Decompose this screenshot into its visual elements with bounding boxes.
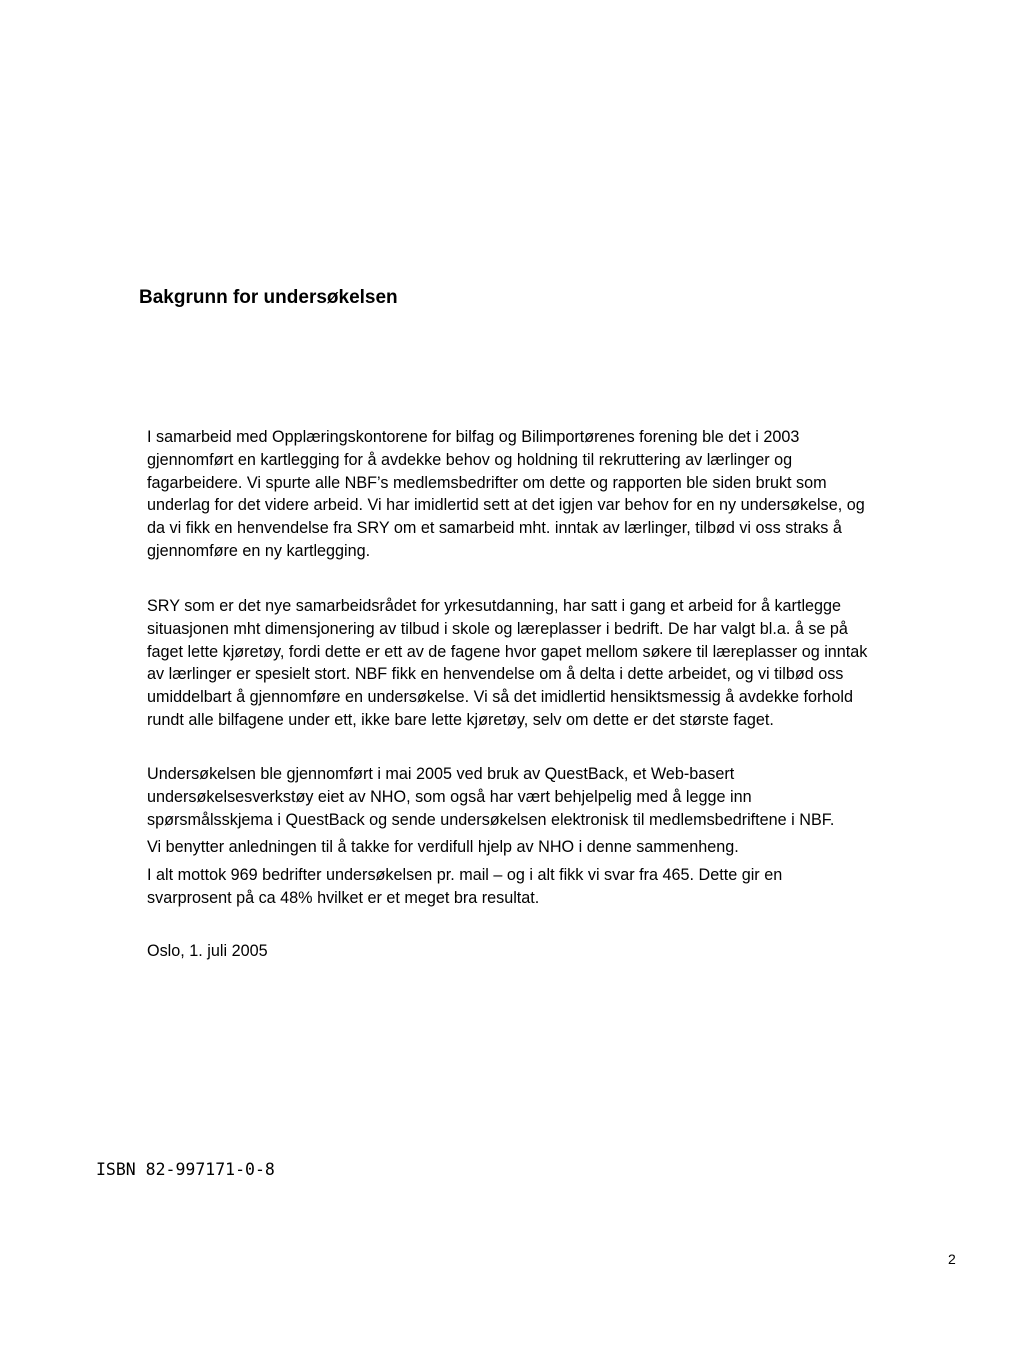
paragraph-background [147, 426, 997, 563]
section-heading: Bakgrunn for undersøkelsen [139, 287, 398, 308]
text-line: gjennomføre en ny kartlegging. [147, 541, 371, 560]
paragraph-sry [147, 595, 997, 732]
text-line: Vi benytter anledningen til å takke for verdifull hjelp av NHO i denne sammenheng. [147, 838, 739, 856]
isbn-number: ISBN 82-997171-0-8 [96, 1160, 275, 1179]
text-line: spørsmålsskjema i QuestBack og sende undersøkelsen elektronisk til medlemsbedriftene i NBF. [147, 810, 835, 829]
place-date [147, 940, 997, 963]
text-line: da vi fikk en henvendelse fra SRY om et samarbeid mht. inntak av lærlinger, tilbød vi oss straks å [147, 519, 842, 538]
text-line: SRY som er det nye samarbeidsrådet for yrkesutdanning, har satt i gang et arbeid for å kartlegge [147, 597, 842, 615]
page-number: 2 [948, 1251, 956, 1267]
text-line: underlag for det videre arbeid. Vi har imidlertid sett at det igjen var behov for en ny undersøkelse, og [147, 496, 865, 515]
text-line: gjennomført en kartlegging for å avdekke behov og holdning til rekruttering av lærlinger og [147, 450, 793, 469]
text-line: umiddelbart å gjennomføre en undersøkelse. Vi så det imidlertid hensiktsmessig å avdekke forhold [147, 688, 854, 707]
text-line: av lærlinger er spesielt stort. NBF fikk en henvendelse om å delta i dette arbeidet, og vi tilbød oss [147, 665, 844, 684]
text-line: situasjonen mht dimensjonering av tilbud i skole og læreplasser i bedrift. De har valgt bl.a. å se på [147, 619, 848, 638]
paragraph-thanks [147, 836, 997, 859]
text-line: svarprosent på ca 48% hvilket er et meget bra resultat. [147, 888, 540, 907]
text-line: rundt alle bilfagene under ett, ikke bare lette kjøretøy, selv om dette er det største faget. [147, 710, 774, 729]
text-line: I alt mottok 969 bedrifter undersøkelsen pr. mail – og i alt fikk vi svar fra 465. Dette gir en [147, 866, 783, 884]
text-line: I samarbeid med Opplæringskontorene for bilfag og Bilimportørenes forening ble det i 2003 [147, 428, 800, 446]
text-line: undersøkelsesverkstøy eiet av NHO, som også har vært behjelpelig med å legge inn [147, 787, 752, 806]
text-line: fagarbeidere. Vi spurte alle NBF’s medlemsbedrifter om dette og rapporten ble siden brukt som [147, 473, 827, 492]
text-line: faget lette kjøretøy, fordi dette er ett av de fagene hvor gapet mellom søkere til læreplasser og inntak [147, 642, 868, 661]
text-line: Oslo, 1. juli 2005 [147, 942, 268, 960]
paragraph-response-rate [147, 864, 997, 910]
paragraph-method [147, 763, 997, 831]
text-line: Undersøkelsen ble gjennomført i mai 2005 ved bruk av QuestBack, et Web-basert [147, 765, 735, 783]
